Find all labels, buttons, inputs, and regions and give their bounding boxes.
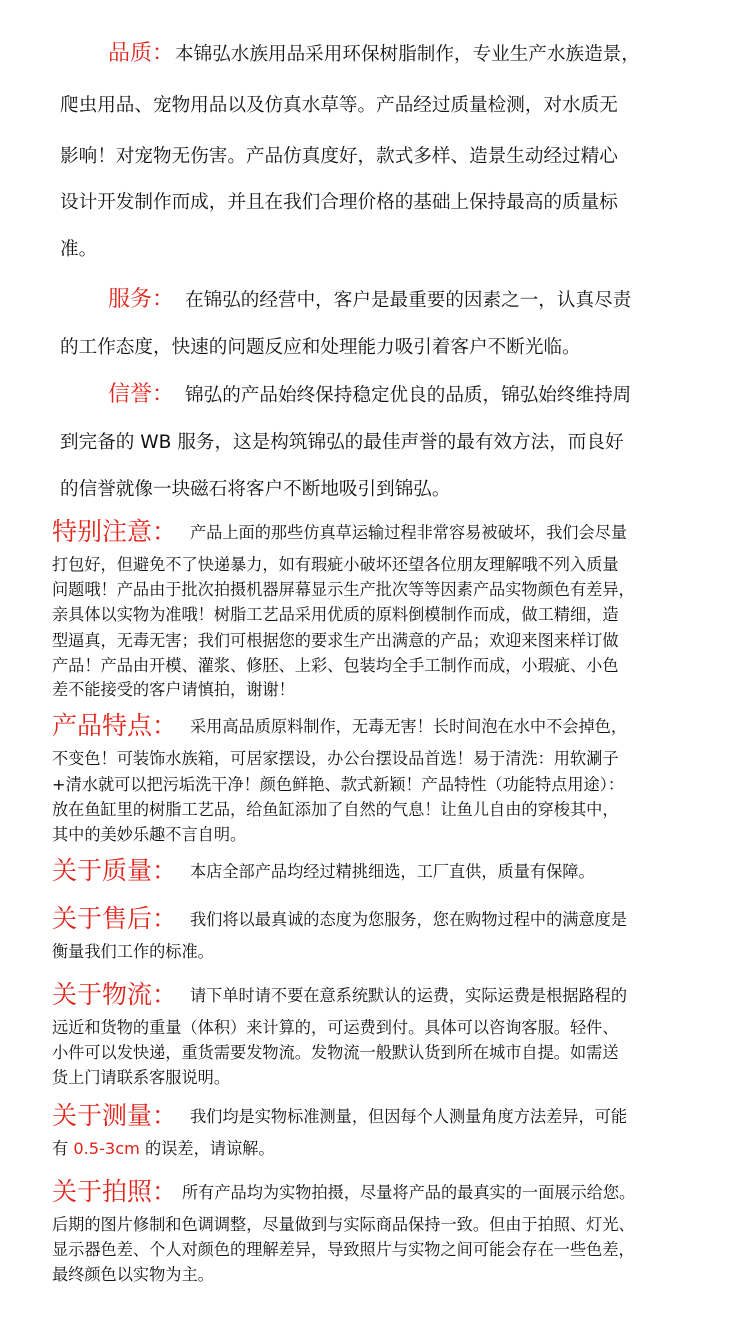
paragraph-line: 请下单时请不要在意系统默认的运费，实际运费是根据路程的: [190, 986, 628, 1005]
section-heading: 产品特点：: [52, 711, 178, 740]
paragraph-line: 产品上面的那些仿真草运输过程非常容易被破坏，我们会尽量: [190, 523, 628, 542]
section-heading: 关于质量：: [52, 856, 178, 885]
paragraph-line: 不变色！可装饰水族箱，可居家摆设，办公台摆设品首选！易于清洗：用软涮子: [52, 749, 619, 768]
paragraph-line: 采用高品质原料制作，无毒无害！长时间泡在水中不会掉色，: [190, 717, 628, 736]
line-prefix: 有: [52, 1139, 74, 1158]
paragraph-line: 打包好，但避免不了快递暴力，如有瑕疵小破坏还望各位朋友理解哦不列入质量: [52, 555, 619, 574]
section-heading: 关于物流：: [52, 980, 178, 1009]
paragraph-line: 型逼真，无毒无害；我们可根据您的要求生产出满意的产品；欢迎来图来样订做: [52, 631, 619, 650]
paragraph-line: 远近和货物的重量（体积）来计算的，可运费到付。具体可以咨询客服。轻件、: [52, 1018, 619, 1037]
section-heading: 信誉：: [108, 382, 175, 407]
paragraph-line: 衡量我们工作的标准。: [52, 942, 214, 961]
section-heading: 关于拍照：: [52, 1177, 178, 1206]
paragraph-line: 差不能接受的客户请慎拍，谢谢！: [52, 680, 295, 699]
paragraph-line: 爬虫用品、宠物用品以及仿真水草等。产品经过质量检测，对水质无: [60, 95, 618, 116]
paragraph-line: 我们均是实物标准测量，但因每个人测量角度方法差异，可能: [190, 1107, 628, 1126]
paragraph-line: 小件可以发快递，重货需要发物流。发物流一般默认货到所在城市自提。如需送: [52, 1043, 619, 1062]
paragraph-line: 本店全部产品均经过精挑细选，工厂直供，质量有保障。: [190, 862, 595, 881]
paragraph-line: 准。: [60, 239, 98, 260]
paragraph-line: 最终颜色以实物为主。: [52, 1265, 214, 1284]
paragraph-line: 显示器色差、个人对颜色的理解差异，导致照片与实物之间可能会存在一些色差，: [52, 1240, 635, 1259]
paragraph-line: 亲具体以实物为准哦！树脂工艺品采用优质的原料倒模制作而成，做工精细，造: [52, 605, 619, 624]
tolerance-value: 0.5-3cm: [73, 1139, 140, 1158]
paragraph-line: 的工作态度，快速的问题反应和处理能力吸引着客户不断光临。: [60, 337, 581, 358]
line-suffix: 的误差，请谅解。: [139, 1139, 275, 1158]
paragraph-line: 其中的美妙乐趣不言自明。: [52, 825, 247, 844]
paragraph-line: 影响！对宠物无伤害。产品仿真度好，款式多样、造景生动经过精心: [60, 146, 618, 167]
section-heading: 特别注意：: [52, 517, 178, 546]
paragraph-line: 货上门请联系客服说明。: [52, 1068, 231, 1087]
paragraph-line: [52, 1135, 275, 1159]
paragraph-line: 所有产品均为实物拍摄，尽量将产品的最真实的一面展示给您。: [182, 1183, 636, 1202]
paragraph-line: 的信誉就像一块磁石将客户不断地吸引到锦弘。: [60, 479, 451, 500]
paragraph-line: 本锦弘水族用品采用环保树脂制作，专业生产水族造景，: [175, 44, 640, 65]
paragraph-line: 设计开发制作而成，并且在我们合理价格的基础上保持最高的质量标: [60, 192, 618, 213]
paragraph-line: 后期的图片修制和色调调整，尽量做到与实际商品保持一致。但由于拍照、灯光、: [52, 1215, 635, 1234]
paragraph-line: 在锦弘的经营中，客户是最重要的因素之一，认真尽责: [185, 290, 632, 311]
section-heading: 关于售后：: [52, 904, 178, 933]
paragraph-line: 锦弘的产品始终保持稳定优良的品质，锦弘始终维持周: [185, 385, 632, 406]
section-heading: 品质：: [108, 41, 175, 66]
paragraph-line: 到完备的 WB 服务，这是构筑锦弘的最佳声誉的最有效方法，而良好: [60, 432, 624, 453]
paragraph-line: 产品！产品由开模、灌浆、修胚、上彩、包装均全手工制作而成，小瑕疵、小色: [52, 656, 619, 675]
section-heading: 服务：: [108, 287, 175, 312]
paragraph-line: 放在鱼缸里的树脂工艺品，给鱼缸添加了自然的气息！让鱼儿自由的穿梭其中，: [52, 800, 619, 819]
paragraph-line: 我们将以最真诚的态度为您服务，您在购物过程中的满意度是: [190, 910, 628, 929]
paragraph-line: +清水就可以把污垢洗干净！颜色鲜艳、款式新颖！产品特性（功能特点用途）：: [52, 775, 625, 794]
paragraph-line: 问题哦！产品由于批次拍摄机器屏幕显示生产批次等等因素产品实物颜色有差异，: [52, 580, 635, 599]
section-heading: 关于测量：: [52, 1101, 178, 1130]
